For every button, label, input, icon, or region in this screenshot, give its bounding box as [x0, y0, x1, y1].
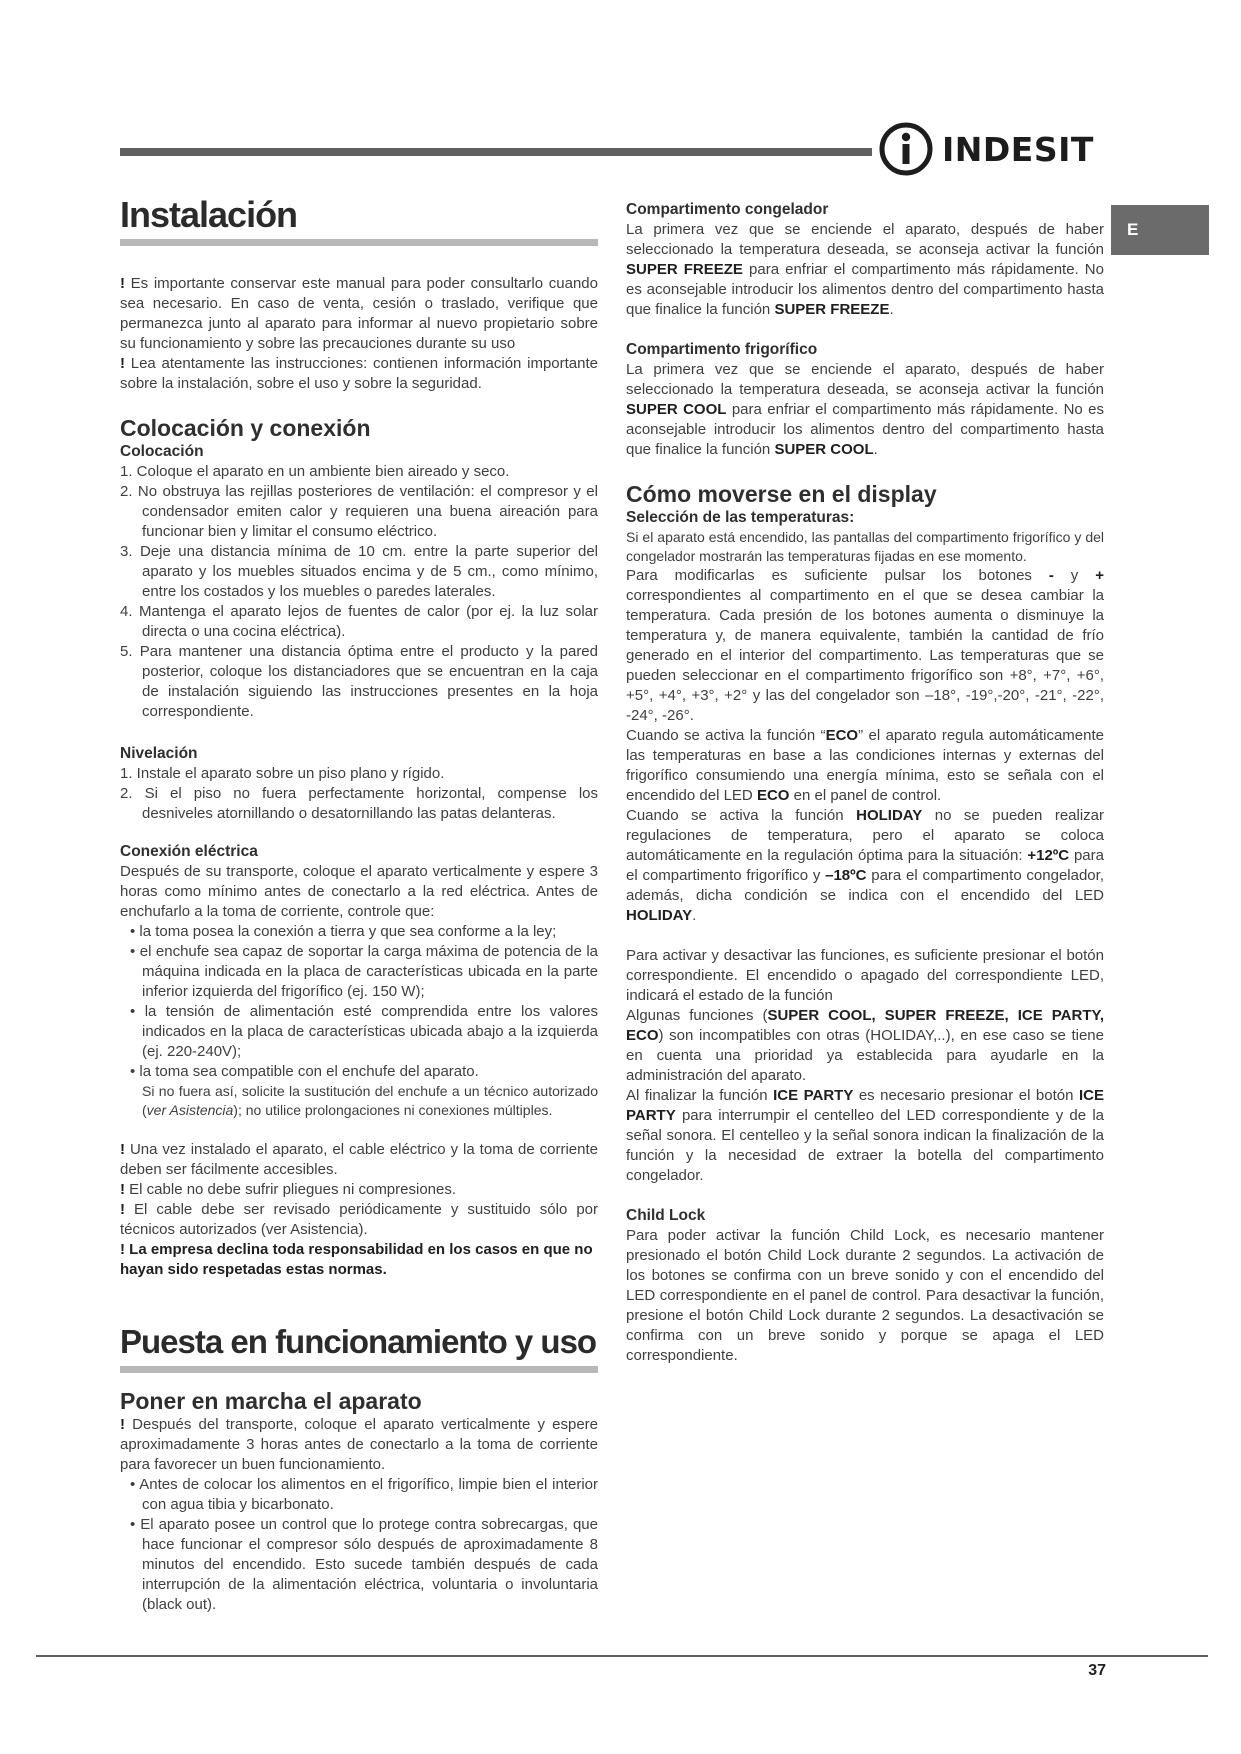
language-tab: E — [1111, 205, 1209, 255]
electrical-note: Si no fuera así, solicite la sustitución del enchufe a un técnico autorizado (ver Asistencia); no utilice prolongaciones ni conexiones múltiples. — [142, 1083, 598, 1118]
brand-name: INDESIT — [942, 129, 1094, 169]
warning-3: ! El cable debe ser revisado periódicamente y sustituido sólo por técnicos autorizados (ver Asistencia). — [120, 1201, 598, 1238]
installation-intro-1: ! Es importante conservar este manual para poder consultarlo cuando sea necesario. En caso de venta, cesión o traslado, verifique que permanezca junto al aparato para informar al nuevo propietario sobre su funcionamiento y sobre las precauciones durante su uso — [120, 275, 598, 352]
placement-item: 1. Coloque el aparato en un ambiente bien aireado y seco. — [120, 463, 510, 480]
placement-item: 3. Deje una distancia mínima de 10 cm. entre la parte superior del aparato y los muebles situados encima y de 5 cm., como mínimo, entre los costados y los muebles o paredes laterales. — [120, 543, 598, 600]
electrical-bullet: • la tensión de alimentación esté comprendida entre los valores indicados en la placa de características ubicada abajo a la izquierda (ej. 220-240V); — [130, 1003, 598, 1060]
left-column — [120, 195, 598, 1615]
footer-rule — [36, 1655, 1208, 1657]
placement-title: Colocación y conexión — [120, 415, 371, 441]
installation-intro-2: ! Lea atentamente las instrucciones: contienen información importante sobre la instalación, sobre el uso y sobre la seguridad. — [120, 355, 598, 392]
display-subtitle: Selección de las temperaturas: — [626, 509, 855, 526]
electrical-bullet: • el enchufe sea capaz de soportar la carga máxima de potencia de la máquina indicada en la placa de características ubicada en la parte inferior izquierda del frigorífico (ej. 150 W); — [130, 943, 598, 1000]
placement-subtitle: Colocación — [120, 443, 204, 460]
indesit-i-circle-logo-icon — [878, 121, 934, 177]
startup-title: Puesta en funcionamiento y uso — [120, 1323, 597, 1360]
startup-title-rule — [120, 1366, 598, 1373]
display-paragraph-1: Si el aparato está encendido, las pantallas del compartimento frigorífico y del congelador mostrarán las temperaturas fijadas en ese momento. — [626, 529, 1104, 564]
page-number: 37 — [1088, 1662, 1106, 1679]
functions-paragraph-3: Al finalizar la función ICE PARTY es necesario presionar el botón ICE PARTY para interrumpir el centelleo del LED correspondiente y de la señal sonora. El centelleo y la señal sonora indican la finalización de la función y la necesidad de extraer la botella del compartimento congelador. — [626, 1087, 1104, 1184]
placement-item: 2. No obstruya las rejillas posteriores de ventilación: el compresor y el condensador emiten calor y requieren una buena aireación para funcionar bien y limitar el consumo eléctrico. — [120, 483, 598, 540]
startup-bullet: • Antes de colocar los alimentos en el frigorífico, limpie bien el interior con agua tibia y bicarbonato. — [130, 1476, 598, 1513]
freezer-text: La primera vez que se enciende el aparato, después de haber seleccionado la temperatura deseada, se aconseja activar la función SUPER FREEZE para enfriar el compartimento más rápidamente. No es aconsejable introducir los alimentos dentro del compartimento hasta que finalice la función SUPER FREEZE. — [626, 221, 1104, 318]
electrical-intro: Después de su transporte, coloque el aparato verticalmente y espere 3 horas como mínimo antes de conectarlo a la red eléctrica. Antes de enchufarlo a la toma de corriente, controle que: — [120, 863, 598, 920]
leveling-title: Nivelación — [120, 745, 198, 762]
placement-item: 4. Mantenga el aparato lejos de fuentes de calor (por ej. la luz solar directa o una cocina eléctrica). — [120, 603, 598, 640]
installation-title-rule — [120, 239, 598, 246]
electrical-title: Conexión eléctrica — [120, 843, 258, 860]
warning-2: ! El cable no debe sufrir pliegues ni compresiones. — [120, 1181, 457, 1198]
startup-bullet: • El aparato posee un control que lo protege contra sobrecargas, que hace funcionar el compresor sólo después de aproximadamente 8 minutos del encendido. Esto sucede también después de cada interrupción de la alimentación eléctrica, voluntaria o involuntaria (black out). — [130, 1516, 598, 1613]
display-paragraph-2: Para modificarlas es suficiente pulsar los botones - y + correspondientes al compartimento en el que se desea cambiar la temperatura. Cada presión de los botones aumenta o disminuye la temperatura y, de manera equivalente, también la cantidad de frío generado en el interior del compartimento. Las temperaturas que se pueden seleccionar en el compartimento frigorífico son +8°, +7°, +6°, +5°, +4°, +3°, +2° y las del congelador son –18°, -19°,-20°, -21°, -22°, -24°, -26°. — [626, 567, 1104, 724]
right-column — [626, 200, 1104, 1366]
startup-subtitle: Poner en marcha el aparato — [120, 1388, 422, 1414]
placement-item: 5. Para mantener una distancia óptima entre el producto y la pared posterior, coloque los distanciadores que se encuentran en la caja de instalación siguiendo las instrucciones presentes en la hoja correspondiente. — [120, 643, 598, 720]
freezer-title: Compartimento congelador — [626, 201, 829, 218]
functions-paragraph-1: Para activar y desactivar las funciones, es suficiente presionar el botón correspondiente. El encendido o apagado del correspondiente LED, indicará el estado de la función — [626, 947, 1104, 1004]
leveling-item: 1. Instale el aparato sobre un piso plano y rígido. — [120, 765, 445, 782]
fridge-text: La primera vez que se enciende el aparato, después de haber seleccionado la temperatura deseada, se aconseja activar la función SUPER COOL para enfriar el compartimento más rápidamente. No es aconsejable introducir los alimentos dentro del compartimento hasta que finalice la función SUPER COOL. — [626, 361, 1104, 458]
leveling-item: 2. Si el piso no fuera perfectamente horizontal, compense los desniveles atornillando o desatornillando las patas delanteras. — [120, 785, 598, 822]
startup-paragraph: ! Después del transporte, coloque el aparato verticalmente y espere aproximadamente 3 horas antes de conectarlo a la toma de corriente para favorecer un buen funcionamiento. — [120, 1416, 598, 1473]
display-holiday-paragraph: Cuando se activa la función HOLIDAY no se pueden realizar regulaciones de temperatura, pero el aparato se coloca automáticamente en la regulación óptima para la situación: +12ºC para el compartimento frigorífico y –18ºC para el compartimento congelador, además, dicha condición se indica con el encendido del LED HOLIDAY. — [626, 807, 1105, 924]
electrical-bullet: • la toma sea compatible con el enchufe del aparato. — [130, 1063, 479, 1080]
childlock-title: Child Lock — [626, 1207, 706, 1224]
childlock-text: Para poder activar la función Child Lock, es necesario mantener presionado el botón Child Lock durante 2 segundos. La activación de los botones se confirma con un breve sonido y con el encendido del LED correspondiente en el panel de control. Para desactivar la función, presione el botón Child Lock durante 2 segundos. La desactivación se confirma con un breve sonido y porque se apaga el LED correspondiente. — [626, 1227, 1104, 1364]
electrical-bullet: • la toma posea la conexión a tierra y que sea conforme a la ley; — [130, 923, 557, 940]
warning-4: ! La empresa declina toda responsabilidad en los casos en que no hayan sido respetadas estas normas. — [120, 1241, 593, 1278]
brand-logo — [878, 118, 1108, 180]
fridge-title: Compartimento frigorífico — [626, 341, 818, 358]
warning-1: ! Una vez instalado el aparato, el cable eléctrico y la toma de corriente deben ser fácilmente accesibles. — [120, 1141, 598, 1178]
functions-paragraph-2: Algunas funciones (SUPER COOL, SUPER FREEZE, ICE PARTY, ECO) son incompatibles con otras (HOLIDAY,..), en ese caso se tiene en cuenta una prioridad ya establecida para ayudarle en la administración del aparato. — [626, 1007, 1105, 1084]
header-rule — [120, 148, 872, 156]
installation-title: Instalación — [120, 194, 298, 235]
display-eco-paragraph: Cuando se activa la función “ECO” el aparato regula automáticamente las temperaturas en base a las condiciones internas y externas del frigorífico consumiendo una energía mínima, esto se señala con el encendido del LED ECO en el panel de control. — [626, 727, 1104, 804]
display-title: Cómo moverse en el display — [626, 481, 937, 507]
